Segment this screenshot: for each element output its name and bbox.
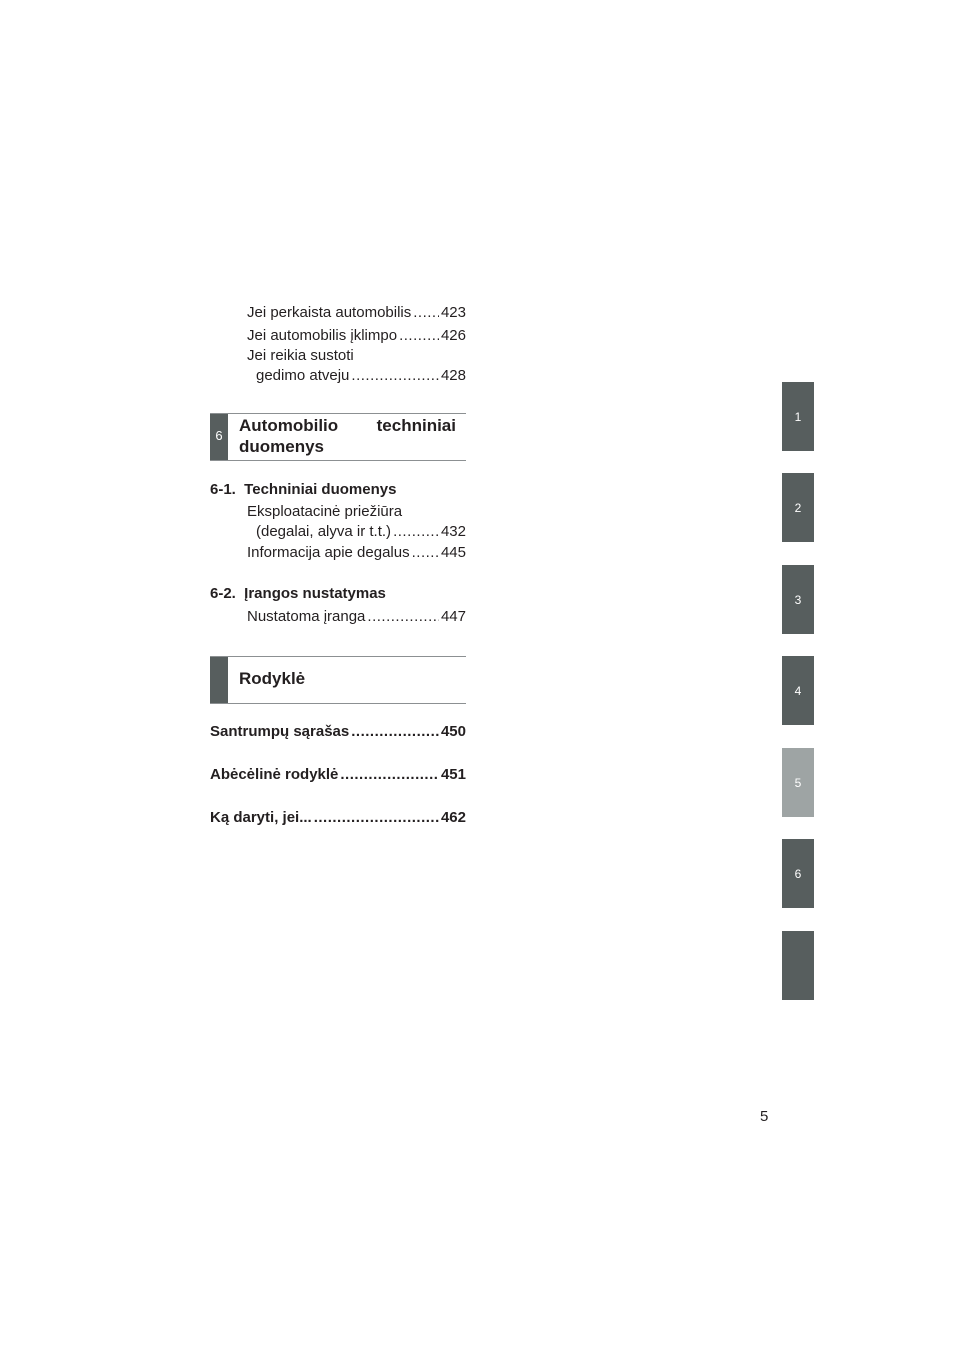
page-ref: 423	[440, 304, 466, 321]
toc-entry[interactable]: Abėcėlinė rodyklė ..... 451	[210, 766, 466, 784]
page-ref: 450	[440, 723, 466, 740]
page-ref: 426	[440, 327, 466, 344]
toc-entry[interactable]: gedimo atveju ..... 428	[256, 367, 466, 385]
page-ref: 432	[440, 523, 466, 540]
dot-leader	[340, 766, 439, 784]
section-6-header[interactable]	[210, 413, 466, 461]
side-tab-1[interactable]: 1	[782, 382, 814, 451]
section-bar	[210, 657, 228, 703]
page-ref: 445	[440, 544, 466, 561]
dot-leader	[367, 608, 439, 626]
page-ref: 428	[440, 367, 466, 384]
toc-entry-line1: Jei reikia sustoti	[247, 347, 354, 364]
toc-entry[interactable]: Informacija apie degalus ..... 445	[247, 544, 466, 562]
side-tab-4[interactable]: 4	[782, 656, 814, 725]
dot-leader	[314, 809, 439, 827]
dot-leader	[351, 723, 439, 741]
toc-entry-line1: Eksploatacinė priežiūra	[247, 503, 403, 520]
page-ref: 462	[440, 809, 466, 826]
section-title: Automobilio techniniai duomenys	[239, 416, 456, 456]
dot-leader	[351, 367, 439, 385]
index-header[interactable]	[210, 656, 466, 704]
side-tab-index[interactable]	[782, 931, 814, 1000]
section-number: 6	[215, 428, 223, 443]
dot-leader	[413, 304, 439, 322]
page-number: 5	[760, 1108, 769, 1125]
toc-entry[interactable]: Santrumpų sąrašas ..... 450	[210, 723, 466, 741]
dot-leader	[412, 544, 439, 562]
section-title: Rodyklė	[239, 669, 306, 688]
page-ref: 447	[440, 608, 466, 625]
toc-entry[interactable]: Jei perkaista automobilis ..... 423	[247, 304, 466, 322]
toc-entry[interactable]: Ką daryti, jei... ..... 462	[210, 809, 466, 827]
toc-entry[interactable]: Nustatoma įranga ..... 447	[247, 608, 466, 626]
toc-entry[interactable]: (degalai, alyva ir t.t.) ..... 432	[256, 523, 466, 541]
side-tab-6[interactable]: 6	[782, 839, 814, 908]
dot-leader	[393, 523, 439, 541]
toc-entry[interactable]: Jei automobilis įklimpo ..... 426	[247, 327, 466, 345]
dot-leader	[399, 327, 439, 345]
page-ref: 451	[440, 766, 466, 783]
side-tab-5[interactable]: 5	[782, 748, 814, 817]
side-tab-3[interactable]: 3	[782, 565, 814, 634]
side-tab-2[interactable]: 2	[782, 473, 814, 542]
subsection-heading[interactable]: 6-1. Techniniai duomenys	[210, 481, 397, 498]
subsection-heading[interactable]: 6-2. Įrangos nustatymas	[210, 585, 386, 602]
section-number-bar	[210, 414, 228, 460]
